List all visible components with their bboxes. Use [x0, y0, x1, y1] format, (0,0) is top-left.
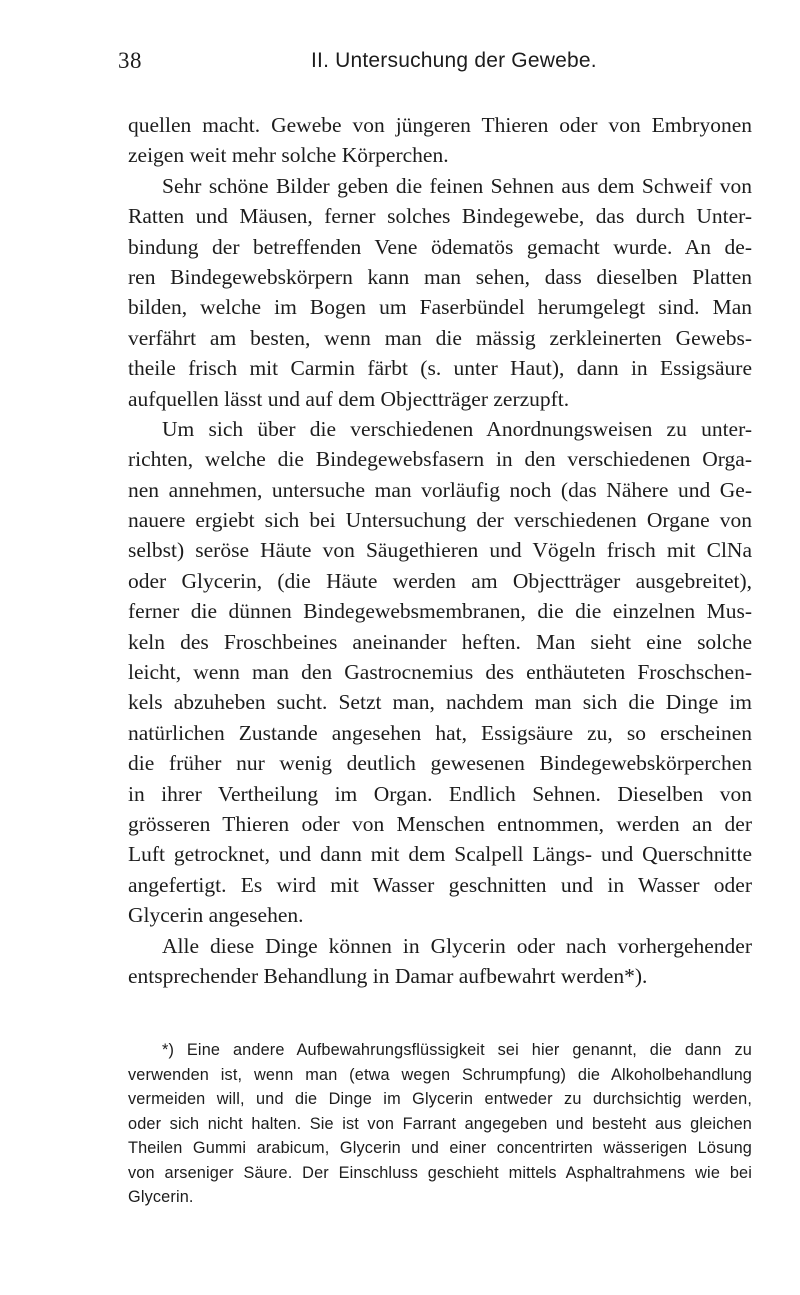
- text-line: aufquellen lässt und auf dem Objectträger zerzupft.: [128, 386, 570, 411]
- text-line: Glycerin angesehen.: [128, 903, 304, 928]
- text-line: oder Glycerin, (die Häute werden am Objectträger ausgebreitet),: [128, 568, 752, 593]
- text-line: bilden, welche im Bogen um Faserbündel herumgelegt sind. Man: [128, 295, 752, 320]
- body-text: [128, 110, 752, 991]
- text-line: bindung der betreffenden Vene ödematös gemacht wurde. An de-: [128, 234, 752, 259]
- text-line: die früher nur wenig deutlich gewesenen Bindegewebskörperchen: [128, 751, 752, 776]
- footnote-line: oder sich nicht halten. Sie ist von Farrant angegeben und besteht aus gleichen: [128, 1114, 752, 1133]
- text-line: nen annehmen, untersuche man vorläufig noch (das Nähere und Ge-: [128, 477, 752, 502]
- text-line: Sehr schöne Bilder geben die feinen Sehnen aus dem Schweif von: [162, 173, 752, 198]
- text-line: Um sich über die verschiedenen Anordnungsweisen zu unter-: [162, 416, 752, 441]
- text-line: zeigen weit mehr solche Körperchen.: [128, 143, 449, 168]
- text-line: angefertigt. Es wird mit Wasser geschnitten und in Wasser oder: [128, 872, 752, 897]
- text-line: ferner die dünnen Bindegewebsmembranen, die die einzelnen Mus-: [128, 599, 752, 624]
- text-line: leicht, wenn man den Gastrocnemius des enthäuteten Froschschen-: [128, 660, 752, 685]
- page-header: [118, 48, 718, 80]
- text-line: Alle diese Dinge können in Glycerin oder nach vorhergehender: [162, 933, 752, 958]
- text-line: richten, welche die Bindegewebsfasern in den verschiedenen Orga-: [128, 447, 752, 472]
- text-line: nauere ergiebt sich bei Untersuchung der verschiedenen Organe von: [128, 508, 752, 533]
- footnote: [128, 1038, 752, 1210]
- footnote-line: verwenden ist, wenn man (etwa wegen Schrumpfung) die Alkoholbehandlung: [128, 1065, 752, 1084]
- text-line: kels abzuheben sucht. Setzt man, nachdem man sich die Dinge im: [128, 690, 752, 715]
- text-line: keln des Froschbeines aneinander heften. Man sieht eine solche: [128, 629, 752, 654]
- text-line: Ratten und Mäusen, ferner solches Bindegewebe, das durch Unter-: [128, 204, 752, 229]
- text-line: selbst) seröse Häute von Säugethieren und Vögeln frisch mit ClNa: [128, 538, 752, 563]
- footnote-line: von arseniger Säure. Der Einschluss geschieht mittels Asphaltrahmens wie bei: [128, 1163, 752, 1182]
- footnote-line: Glycerin.: [128, 1188, 194, 1206]
- running-head: II. Untersuchung der Gewebe.: [311, 49, 597, 72]
- text-line: ren Bindegewebskörpern kann man sehen, dass dieselben Platten: [128, 264, 752, 289]
- text-line: quellen macht. Gewebe von jüngeren Thieren oder von Embryonen: [128, 113, 752, 137]
- text-line: theile frisch mit Carmin färbt (s. unter Haut), dann in Essigsäure: [128, 356, 752, 381]
- page-number: 38: [118, 48, 142, 73]
- footnote-line: *) Eine andere Aufbewahrungsflüssigkeit sei hier genannt, die dann zu: [162, 1041, 752, 1059]
- footnote-line: Theilen Gummi arabicum, Glycerin und einer concentrirten wässerigen Lösung: [128, 1139, 752, 1157]
- text-line: Luft getrocknet, und dann mit dem Scalpell Längs- und Querschnitte: [128, 842, 752, 867]
- text-line: natürlichen Zustande angesehen hat, Essigsäure zu, so erscheinen: [128, 720, 752, 745]
- text-line: entsprechender Behandlung in Damar aufbewahrt werden*).: [128, 963, 648, 988]
- text-line: in ihrer Vertheilung im Organ. Endlich Sehnen. Dieselben von: [128, 781, 752, 806]
- text-line: verfährt am besten, wenn man die mässig zerkleinerten Gewebs-: [128, 325, 752, 350]
- text-line: grösseren Thieren oder von Menschen entnommen, werden an der: [128, 811, 752, 836]
- footnote-line: vermeiden will, und die Dinge im Glycerin entweder zu durchsichtig werden,: [128, 1090, 752, 1108]
